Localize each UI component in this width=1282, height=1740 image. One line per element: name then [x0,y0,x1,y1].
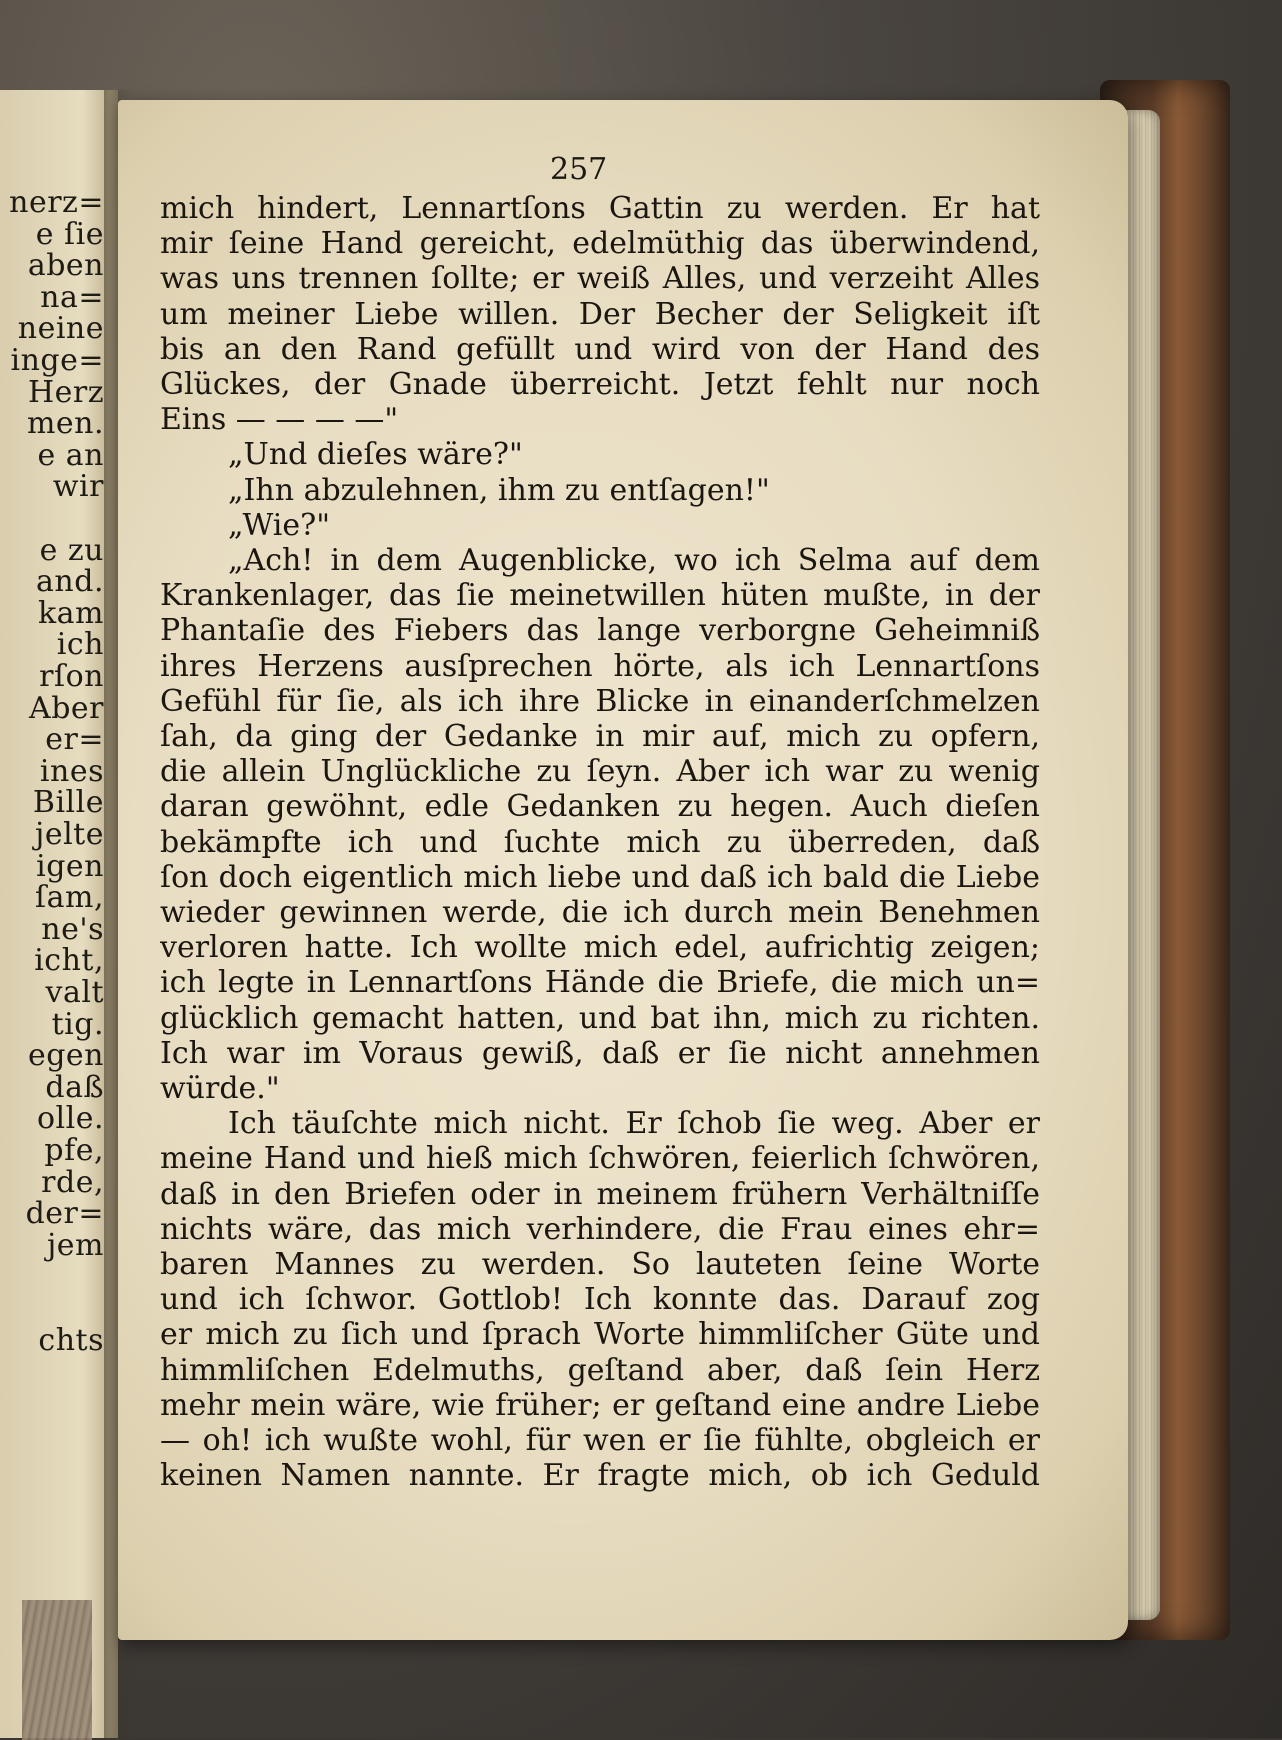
text-line: glücklich gemacht hatten, und bat ihn, mich zu richten. [160,1001,1040,1036]
left-page-line: jelte [35,817,104,852]
text-line: — oh! ich wußte wohl, für wen er ſie fühlte, obgleich er [160,1424,1040,1458]
text-line: ich legte in Lennartſons Hände die Briefe, die mich un= [160,966,1040,1001]
text-line: Glückes, der Gnade überreicht. Jetzt fehlt nur noch [160,368,1040,402]
text-line: er mich zu ſich und ſprach Worte himmliſcher Güte und [160,1318,1040,1353]
left-page-line: valt [45,975,104,1010]
left-page-line: e ſie [35,216,104,252]
text-line: himmliſchen Edelmuths, geſtand aber, daß ſein Herz [160,1353,1040,1388]
text-line: „Und dieſes wäre?" [228,438,523,473]
text-line: mich hindert, Lennartſons Gattin zu werden. Er hat [160,192,1040,226]
text-line: keinen Namen nannte. Er fragte mich, ob ich Geduld [160,1459,1040,1494]
left-page-line: aben [27,248,104,284]
left-page-line: wir [52,469,104,505]
text-line: „Ihn abzulehnen, ihm zu entſagen!" [228,473,770,508]
text-line: würde." [160,1072,280,1106]
bookmark-ribbon [22,1600,92,1740]
text-line: Gefühl für ſie, als ich ihre Blicke in einanderſchmelzen [160,684,1040,719]
left-page-line: pfe, [44,1133,104,1168]
left-page-line: inge= [10,343,104,378]
left-page-line: tig. [51,1006,104,1042]
text-line: um meiner Liebe willen. Der Becher der Seligkeit iſt [160,297,1040,332]
left-page-line: jem [46,1227,104,1263]
left-page-line: ſam, [35,880,104,916]
text-line: bekämpfte ich und ſuchte mich zu überreden, daß [160,825,1040,860]
left-page-line: Aber [29,690,104,726]
left-page-line: rſon [39,659,104,694]
left-page-line: ines [39,753,104,789]
text-line: Eins — — — —" [160,403,399,438]
text-line: ſah, da ging der Gedanke in mir auf, mich zu opfern, [160,720,1040,754]
left-page-line: nerz= [9,185,104,220]
left-facing-page [0,90,118,1738]
left-page-line: na= [40,279,104,315]
left-page-line: rde, [41,1164,104,1200]
text-line: daß in den Briefen oder in meinem frühern Verhältniſſe [160,1177,1040,1212]
text-line: meine Hand und hieß mich ſchwören, feierlich ſchwören, [160,1142,1040,1177]
left-page-line: egen [27,1038,104,1074]
left-page-line: Herz [27,374,104,410]
left-page-line: er= [45,722,104,758]
left-page-line: neine [17,311,104,347]
text-line: daran gewöhnt, edle Gedanken zu hegen. Auch dieſen [160,790,1040,825]
text-line: „Ach! in dem Augenblicke, wo ich Selma auf dem [228,544,1040,578]
text-line: Ich täuſchte mich nicht. Er ſchob ſie weg. Aber er [228,1107,1040,1142]
left-page-line: e an [37,437,104,473]
left-page-line: men. [26,406,104,442]
left-page-line: daß [45,1069,104,1105]
left-page-line: chts [38,1322,104,1358]
left-page-line: ich [56,627,104,663]
text-line: verloren hatte. Ich wollte mich edel, aufrichtig zeigen; [160,931,1040,966]
text-line: ihres Herzens ausſprechen hörte, als ich Lennartſons [160,649,1040,684]
text-line: nichts wäre, das mich verhindere, die Frau eines ehr= [160,1212,1040,1247]
left-page-line: e zu [39,532,104,568]
text-line: und ich ſchwor. Gottlob! Ich konnte das. Darauf zog [160,1283,1040,1318]
text-line: die allein Unglückliche zu ſeyn. Aber ich war zu wenig [160,755,1040,790]
text-line: bis an den Rand gefüllt und wird von der Hand des [160,332,1040,367]
left-page-line: ne's [41,911,104,947]
text-line: Krankenlager, das ſie meinetwillen hüten mußte, in der [160,579,1040,614]
text-line: mir ſeine Hand gereicht, edelmüthig das überwindend, [160,227,1040,262]
left-page-line: olle. [36,1101,104,1137]
text-line: wieder gewinnen werde, die ich durch mein Benehmen [160,896,1040,930]
text-line: was uns trennen ſollte; er weiß Alles, und verzeiht Alles [160,262,1040,297]
left-page-line: der= [25,1196,104,1232]
text-line: ſon doch eigentlich mich liebe und daß ich bald die Liebe [160,860,1040,895]
text-line: baren Mannes zu werden. So lauteten ſeine Worte [160,1248,1040,1282]
left-page-line: igen [36,848,104,884]
left-page-line: icht, [34,943,104,979]
text-line: „Wie?" [228,508,331,543]
text-line: Ich war im Voraus gewiß, daß er ſie nicht annehmen [160,1036,1040,1071]
text-line: mehr mein wäre, wie früher; er geſtand eine andre Liebe [160,1388,1040,1423]
text-line: Phantaſie des Fiebers das lange verborgne Geheimniß [160,614,1040,649]
left-page-line: Bille [32,785,104,821]
page-number: 257 [550,152,608,187]
left-page-line: and. [36,564,104,600]
left-page-line: kam [37,595,104,631]
